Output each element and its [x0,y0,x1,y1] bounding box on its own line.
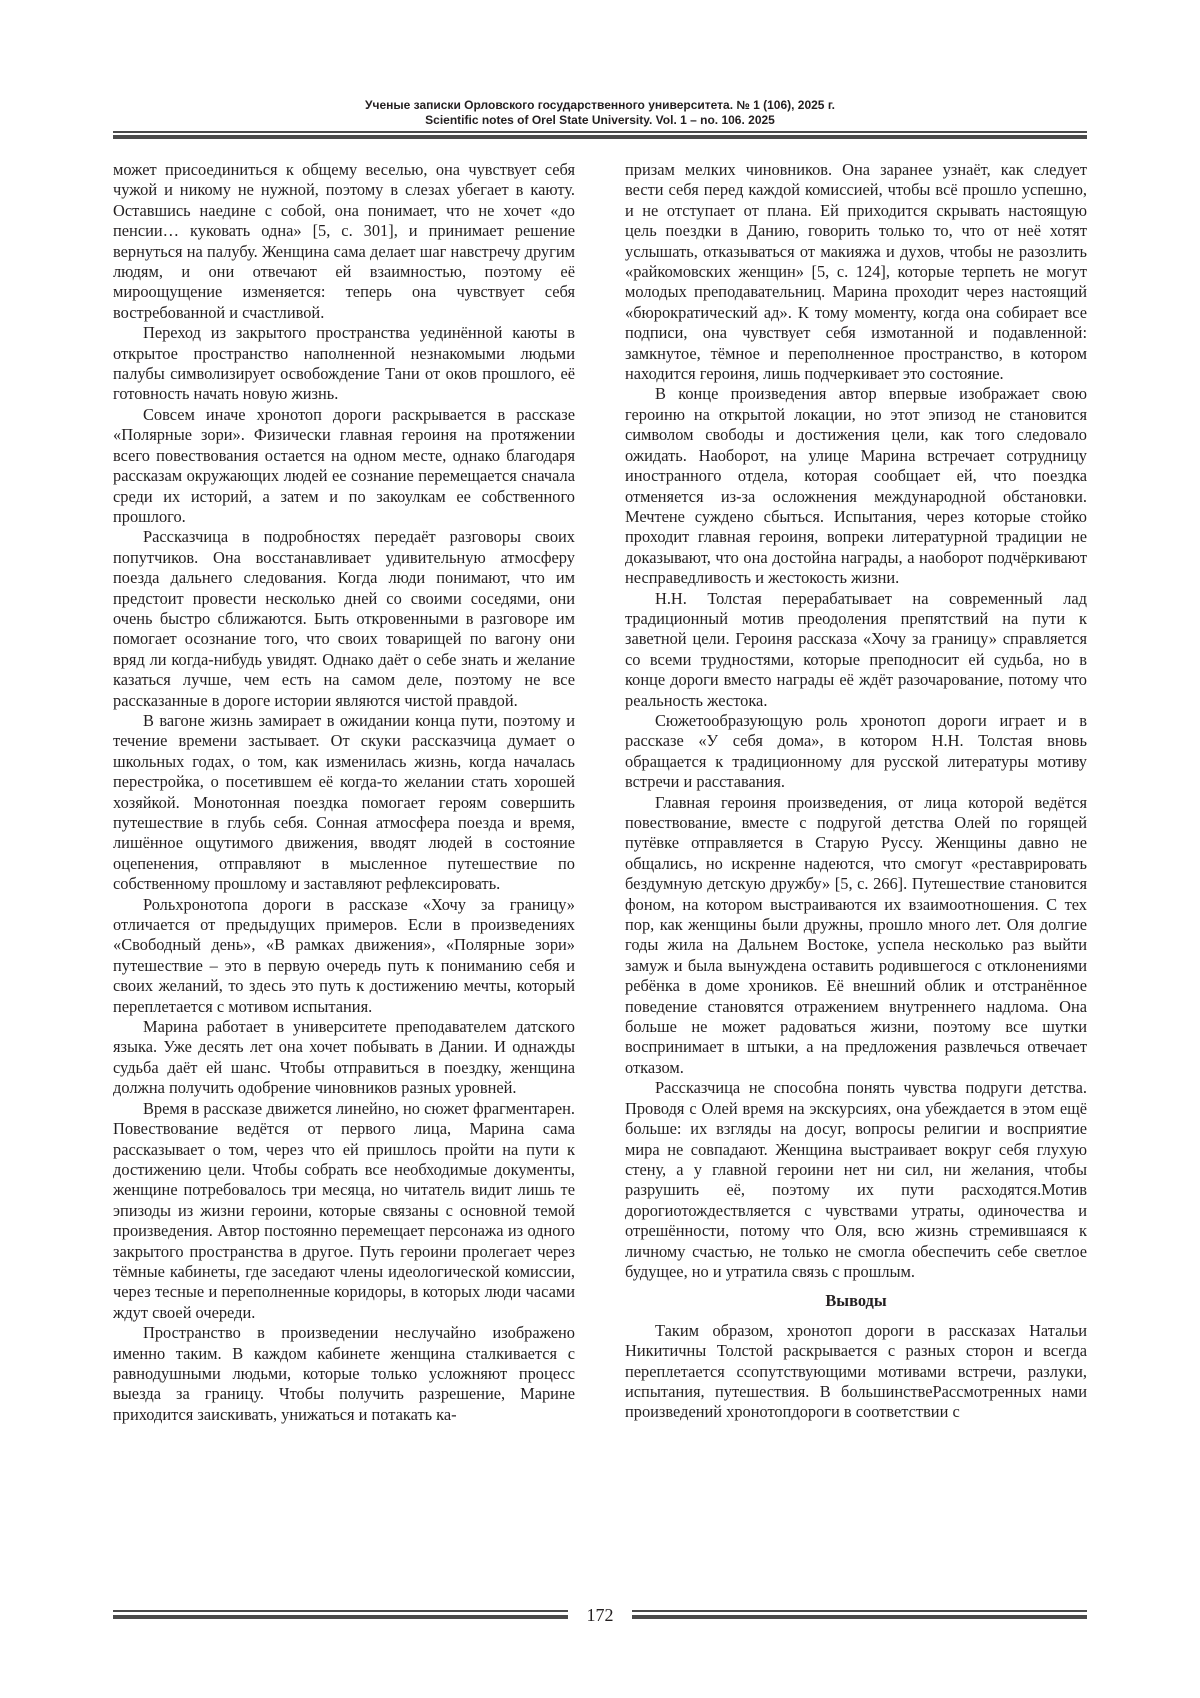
page-footer [113,1604,1087,1630]
paragraph: Совсем иначе хронотоп дороги раскрывается в рассказе «Полярные зори». Физически главная героиня на протяжении всего повествования остается на одном месте, однако благодаря рассказам окружающих людей ее сознание перемещается сначала среди их историй, а затем и по закоулкам ее собственного прошлого. [113,404,575,526]
footer-rule-left-thick [113,1615,568,1619]
section-heading-conclusions: Выводы [825,1291,887,1311]
paragraph: Рассказчица в подробностях передаёт разговоры своих попутчиков. Она восстанавливает удивительную атмосферу поезда дальнего следования. Когда люди понимают, что им предстоит провести несколько дней со своими соседями, они очень быстро сближаются. Быть откровенными в разговоре им помогает осознание того, что своих товарищей по вагону они вряд ли когда-нибудь увидят. Однако даёт о себе знать и желание казаться лучше, чем есть на самом деле, поэтому не все рассказанные в дороге истории являются чистой правдой. [113,527,575,710]
paragraph: Сюжетообразующую роль хронотоп дороги играет и в рассказе «У себя дома», в котором Н.Н. Толстая вновь обращается к традиционному для русской литературы мотиву встречи и расставания. [625,710,1087,792]
footer-rule-left-thin [113,1610,568,1612]
paragraph: В конце произведения автор впервые изображает свою героиню на открытой локации, но этот эпизод не становится символом свободы и достижения цели, как того следовало ожидать. Наоборот, на улице Марина встречает сотрудницу иностранного отдела, которая сообщает ей, что поездка отменяется из-за осложнения международной обстановки. Мечтене суждено сбыться. Испытания, через которые стойко проходит главная героиня, вопреки литературной традиции не доказывают, что она достойна награды, а наоборот подчёркивают несправедливость и жестокость жизни. [625,384,1087,588]
paragraph: Таким образом, хронотоп дороги в рассказах Натальи Никитичны Толстой раскрывается с разных сторон и всегда переплетается ссопутствующими мотивами встречи, разлуки, испытания, путешествия. В большинствеРассмотренных нами произведений хронотопдороги в соответствии с [625,1320,1087,1422]
header-rule [113,131,1087,139]
paragraph: Переход из закрытого пространства уединённой каюты в открытое пространство наполненной незнакомыми людьми палубы символизирует освобождение Тани от оков прошлого, её готовность начать новую жизнь. [113,323,575,404]
header-rule-thick [113,135,1087,139]
paragraph: В вагоне жизнь замирает в ожидании конца пути, поэтому и течение времени застывает. От скуки рассказчица думает о школьных годах, о том, как изменилась жизнь, когда началась перестройка, о посетившем её когда-то желании стать хорошей хозяйкой. Монотонная поездка помогает героям совершить путешествие в глубь себя. Сонная атмосфера поезда и время, лишённое ощутимого движения, вводят людей в состояние оцепенения, отправляют в мысленное путешествие по собственному прошлому и заставляют рефлексировать. [113,710,575,894]
paragraph: призам мелких чиновников. Она заранее узнаёт, как следует вести себя перед каждой комиссией, чтобы всё прошло успешно, и не отступает от плана. Ей приходится скрывать настоящую цель поездки в Данию, говорить только то, что от неё хотят услышать, отказываться от макияжа и духов, чтобы не разозлить «райкомовских женщин» [5, с. 124], которые терпеть не могут молодых преподавательниц. Марина проходит через настоящий «бюрократический ад». К тому моменту, когда она собирает все подписи, она чувствует себя измотанной и подавленной: замкнутое, тёмное и переполненное пространство, в котором находится героиня, лишь подчеркивает это состояние. [625,160,1087,384]
paragraph: Время в рассказе движется линейно, но сюжет фрагментарен. Повествование ведётся от первого лица, Марина сама рассказывает о том, через что ей пришлось пройти на пути к достижению цели. Чтобы собрать все необходимые документы, женщине потребовалось три месяца, но читатель видит лишь те эпизоды из жизни героини, которые связаны с основной темой произведения. Автор постоянно перемещает персонажа из одного закрытого пространства в другое. Путь героини пролегает через тёмные кабинеты, где заседают члены идеологической комиссии, через тесные и переполненные коридоры, в которых люди часами ждут своей очереди. [113,1098,575,1322]
paragraph: Марина работает в университете преподавателем датского языка. Уже десять лет она хочет побывать в Дании. И однажды судьба даёт ей шанс. Чтобы отправиться в поездку, женщина должна получить одобрение чиновников разных уровней. [113,1017,575,1098]
footer-rule-right-thick [632,1615,1087,1619]
header-line-ru: Ученые записки Орловского государственного университета. № 1 (106), 2025 г. [365,98,835,112]
footer-rule-right-thin [632,1610,1087,1612]
header-rule-thin [113,131,1087,133]
paragraph: Н.Н. Толстая перерабатывает на современный лад традиционный мотив преодоления препятствий на пути к заветной цели. Героиня рассказа «Хочу за границу» справляется со всеми трудностями, которые преподносит ей судьба, но в конце дороги вместо награды её ждёт разочарование, потому что реальность жестока. [625,588,1087,710]
running-header [113,98,1087,128]
left-column [113,160,575,1590]
right-column [625,160,1087,1590]
paragraph: Пространство в произведении неслучайно изображено именно таким. В каждом кабинете женщина сталкивается с равнодушными людьми, которые только усложняют процесс выезда за границу. Чтобы получить разрешение, Марине приходится заискивать, унижаться и потакать ка- [113,1323,575,1424]
header-line-en: Scientific notes of Orel State University. Vol. 1 – no. 106. 2025 [425,113,775,127]
paragraph: может присоединиться к общему веселью, она чувствует себя чужой и никому не нужной, поэтому в слезах убегает в каюту. Оставшись наедине с собой, она понимает, что не хочет «до пенсии… куковать одна» [5, с. 301], и принимает решение вернуться на палубу. Женщина сама делает шаг навстречу другим людям, и они отвечают ей взаимностью, поэтому её мироощущение изменяется: теперь она чувствует себя востребованной и счастливой. [113,160,575,322]
paragraph: Главная героиня произведения, от лица которой ведётся повествование, вместе с подругой детства Олей по горящей путёвке отправляется в Старую Руссу. Женщины давно не общались, но искренне надеются, что смогут «реставрировать бездумную детскую дружбу» [5, с. 266]. Путешествие становится фоном, на котором выстраиваются их взаимоотношения. С тех пор, как женщины были дружны, прошло много лет. Оля долгие годы жила на Дальнем Востоке, успела несколько раз выйти замуж и была вынуждена оставить родившегося с отклонениями ребёнка в доме хроников. Её внешний облик и отстранённое поведение становятся отражением внутреннего надлома. Она больше не может радоваться жизни, поэтому все шутки воспринимает в штыки, а на предложения развлечься отвечает отказом. [625,792,1087,1077]
page-number: 172 [586,1605,614,1625]
paragraph: Рольхронотопа дороги в рассказе «Хочу за границу» отличается от предыдущих примеров. Если в произведениях «Свободный день», «В рамках движения», «Полярные зори» путешествие – это в первую очередь путь к пониманию себя и своих желаний, то здесь это путь к достижению мечты, который переплетается с мотивом испытания. [113,894,575,1016]
paragraph: Рассказчица не способна понять чувства подруги детства. Проводя с Олей время на экскурсиях, она убеждается в этом ещё больше: их взгляды на досуг, вопросы религии и восприятие мира не совпадают. Женщина выстраивает вокруг себя глухую стену, а у главной героини нет ни сил, ни желания, чтобы разрушить её, поэтому их пути расходятся.Мотив дорогиотождествляется с чувствами утраты, одиночества и отрешённости, потому что Оля, всю жизнь стремившаяся к личному счастью, не только не смогла обеспечить себе светлое будущее, но и утратила связь с прошлым. [625,1078,1087,1281]
